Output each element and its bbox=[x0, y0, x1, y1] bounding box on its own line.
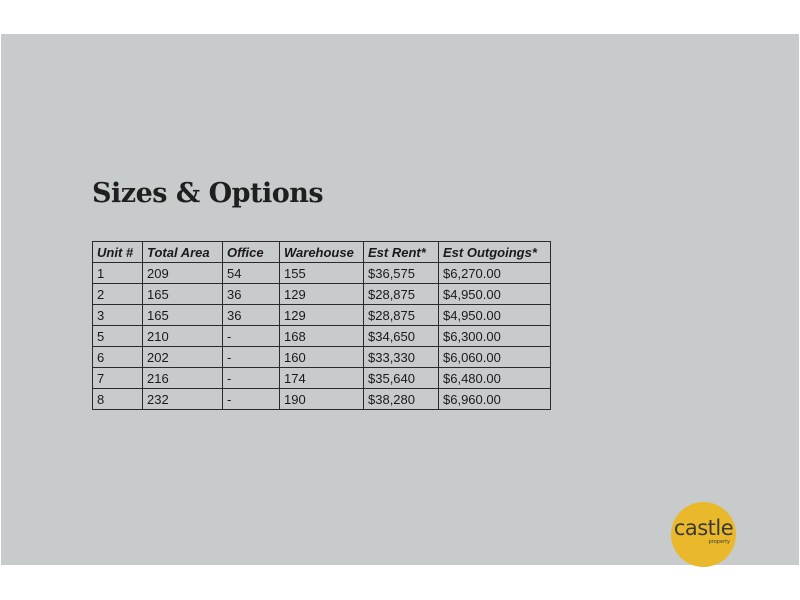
cell-unit: 3 bbox=[93, 305, 143, 326]
logo-subtitle: property bbox=[708, 539, 730, 545]
cell-unit: 7 bbox=[93, 368, 143, 389]
cell-est-rent: $33,330 bbox=[364, 347, 439, 368]
cell-office: - bbox=[223, 326, 280, 347]
table-header-row bbox=[93, 242, 551, 263]
column-header-est-rent: Est Rent* bbox=[364, 242, 439, 263]
column-header-office: Office bbox=[223, 242, 280, 263]
table-row bbox=[93, 389, 551, 410]
column-header-unit: Unit # bbox=[93, 242, 143, 263]
cell-office: - bbox=[223, 389, 280, 410]
cell-est-rent: $28,875 bbox=[364, 284, 439, 305]
cell-est-rent: $36,575 bbox=[364, 263, 439, 284]
cell-est-outgoings: $4,950.00 bbox=[439, 305, 551, 326]
cell-est-rent: $34,650 bbox=[364, 326, 439, 347]
cell-warehouse: 129 bbox=[280, 284, 364, 305]
cell-warehouse: 174 bbox=[280, 368, 364, 389]
document-page bbox=[1, 34, 799, 565]
cell-office: 54 bbox=[223, 263, 280, 284]
table-row bbox=[93, 305, 551, 326]
cell-unit: 6 bbox=[93, 347, 143, 368]
cell-warehouse: 168 bbox=[280, 326, 364, 347]
cell-unit: 8 bbox=[93, 389, 143, 410]
cell-unit: 5 bbox=[93, 326, 143, 347]
column-header-total-area: Total Area bbox=[143, 242, 223, 263]
cell-office: - bbox=[223, 347, 280, 368]
page-title: Sizes & Options bbox=[92, 178, 324, 209]
cell-est-rent: $28,875 bbox=[364, 305, 439, 326]
cell-total-area: 165 bbox=[143, 284, 223, 305]
cell-est-outgoings: $4,950.00 bbox=[439, 284, 551, 305]
table-row bbox=[93, 368, 551, 389]
castle-property-logo bbox=[671, 502, 736, 567]
cell-est-rent: $38,280 bbox=[364, 389, 439, 410]
table-row bbox=[93, 263, 551, 284]
cell-total-area: 216 bbox=[143, 368, 223, 389]
cell-unit: 1 bbox=[93, 263, 143, 284]
cell-total-area: 165 bbox=[143, 305, 223, 326]
cell-total-area: 210 bbox=[143, 326, 223, 347]
cell-warehouse: 190 bbox=[280, 389, 364, 410]
cell-est-rent: $35,640 bbox=[364, 368, 439, 389]
cell-est-outgoings: $6,300.00 bbox=[439, 326, 551, 347]
cell-warehouse: 129 bbox=[280, 305, 364, 326]
cell-est-outgoings: $6,060.00 bbox=[439, 347, 551, 368]
cell-total-area: 232 bbox=[143, 389, 223, 410]
cell-office: 36 bbox=[223, 284, 280, 305]
cell-est-outgoings: $6,960.00 bbox=[439, 389, 551, 410]
table-row bbox=[93, 326, 551, 347]
column-header-warehouse: Warehouse bbox=[280, 242, 364, 263]
cell-warehouse: 160 bbox=[280, 347, 364, 368]
cell-unit: 2 bbox=[93, 284, 143, 305]
cell-total-area: 209 bbox=[143, 263, 223, 284]
cell-office: - bbox=[223, 368, 280, 389]
cell-warehouse: 155 bbox=[280, 263, 364, 284]
cell-est-outgoings: $6,480.00 bbox=[439, 368, 551, 389]
table-row bbox=[93, 347, 551, 368]
cell-total-area: 202 bbox=[143, 347, 223, 368]
cell-est-outgoings: $6,270.00 bbox=[439, 263, 551, 284]
cell-office: 36 bbox=[223, 305, 280, 326]
logo-wordmark: castle bbox=[673, 516, 734, 540]
column-header-est-outgoings: Est Outgoings* bbox=[439, 242, 551, 263]
sizes-options-table bbox=[92, 241, 551, 410]
table-row bbox=[93, 284, 551, 305]
